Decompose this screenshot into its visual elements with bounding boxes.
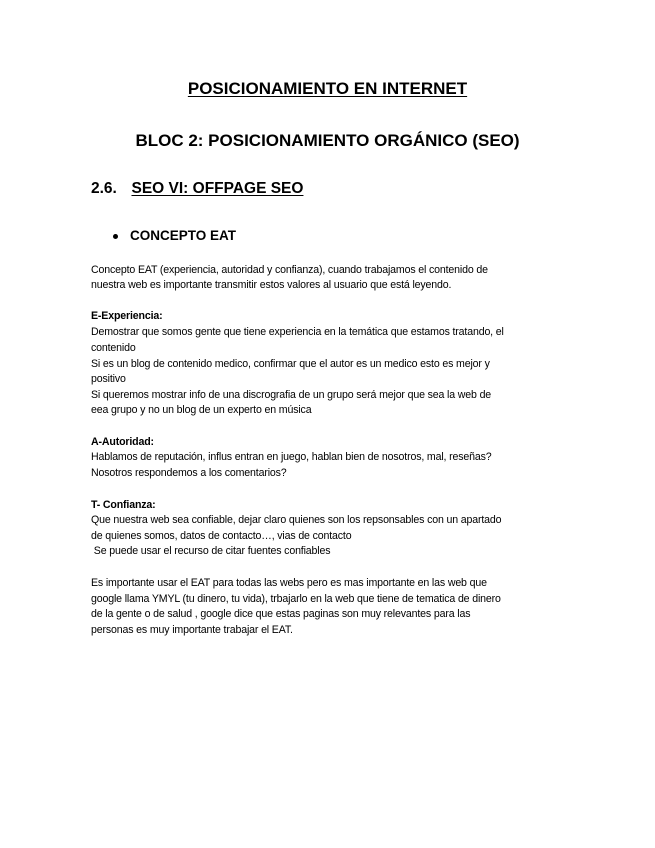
document-title-text: POSICIONAMIENTO EN INTERNET xyxy=(187,79,468,98)
intro-line: nuestra web es importante transmitir estos valores al usuario que está leyendo. xyxy=(91,279,452,291)
autoridad-label: A-Autoridad: xyxy=(91,436,154,448)
conclusion-line: de la gente o de salud , google dice que estas paginas son muy relevantes para las xyxy=(91,608,471,620)
confianza-line: Que nuestra web sea confiable, dejar claro quienes son los repsonsables con un apartado xyxy=(91,514,502,526)
bullet-concepto-eat: CONCEPTO EAT xyxy=(130,228,237,243)
conclusion-line: Es importante usar el EAT para todas las webs pero es mas importante en las web que xyxy=(91,577,487,589)
experiencia-line: eea grupo y no un blog de un experto en música xyxy=(91,404,312,416)
confianza-line: Se puede usar el recurso de citar fuentes confiables xyxy=(91,545,331,557)
confianza-label: T- Confianza: xyxy=(91,499,156,511)
document-subtitle: BLOC 2: POSICIONAMIENTO ORGÁNICO (SEO) xyxy=(135,131,520,150)
experiencia-line: Demostrar que somos gente que tiene experiencia en la temática que estamos tratando, el xyxy=(91,326,504,338)
experiencia-line: Si es un blog de contenido medico, confirmar que el autor es un medico esto es mejor y xyxy=(91,358,490,370)
experiencia-label: E-Experiencia: xyxy=(91,310,163,322)
conclusion-line: google llama YMYL (tu dinero, tu vida), trbajarlo en la web que tiene de tematica de dinero xyxy=(91,593,501,605)
section-heading-text: SEO VI: OFFPAGE SEO xyxy=(131,180,304,197)
conclusion-line: personas es muy importante trabajar el EAT. xyxy=(91,624,293,636)
intro-line: Concepto EAT (experiencia, autoridad y confianza), cuando trabajamos el contenido de xyxy=(91,264,488,276)
confianza-line: de quienes somos, datos de contacto…, vias de contacto xyxy=(91,530,352,542)
experiencia-line: contenido xyxy=(91,342,136,354)
autoridad-line: Nosotros respondemos a los comentarios? xyxy=(91,467,287,479)
bullet-icon xyxy=(113,234,118,239)
autoridad-line: Hablamos de reputación, influs entran en juego, hablan bien de nosotros, mal, reseñas? xyxy=(91,451,492,463)
section-heading xyxy=(91,180,303,198)
experiencia-line: Si queremos mostrar info de una discrografia de un grupo será mejor que sea la web de xyxy=(91,389,492,401)
document-title xyxy=(0,79,655,99)
section-number: 2.6. xyxy=(91,180,117,197)
experiencia-line: positivo xyxy=(91,373,126,385)
